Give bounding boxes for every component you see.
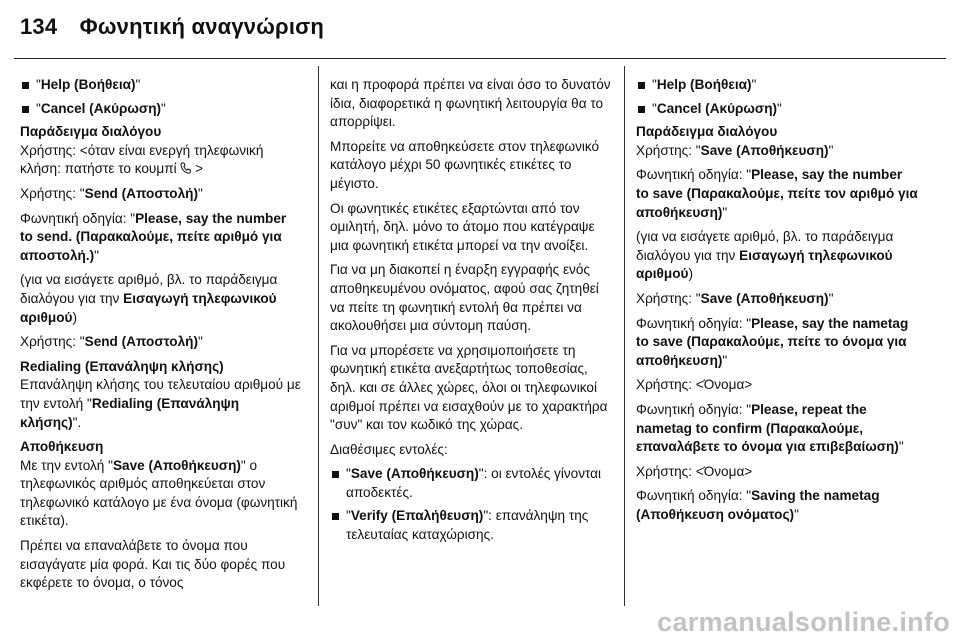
text: " — [828, 142, 834, 158]
paragraph — [20, 185, 302, 204]
reference: Εισαγωγή τηλεφωνικού αριθμού — [636, 247, 893, 282]
text: > — [195, 161, 204, 177]
command-cancel: Cancel (Ακύρωση) — [40, 100, 162, 116]
text: Φωνητική οδηγία: " — [20, 210, 136, 226]
text: (για να εισάγετε αριθμό, βλ. το παράδειγμα διαλόγου για την — [636, 229, 894, 263]
column-1 — [20, 76, 302, 599]
dialog-example-heading: Παράδειγμα διαλόγου — [20, 124, 162, 140]
phone-handset-icon — [180, 162, 191, 174]
text: " — [198, 185, 203, 201]
command: Send (Αποστολή) — [84, 185, 198, 201]
text: " ο τηλεφωνικός αριθμός αποθηκεύεται στον τηλεφωνικό κατάλογο με ένα όνομα (φωνητική ετικέτα). — [20, 457, 298, 529]
command-cancel: Cancel (Ακύρωση) — [656, 100, 778, 116]
paragraph — [636, 166, 918, 222]
page-title: Φωνητική αναγνώριση — [79, 14, 325, 39]
page-header — [20, 14, 324, 40]
section-heading-redialing: Redialing (Επανάληψη κλήσης) — [20, 358, 224, 374]
command-help: Help (Βοήθεια) — [656, 77, 752, 92]
text: " — [198, 334, 203, 350]
column-3 — [636, 76, 918, 530]
paragraph — [636, 487, 918, 524]
prompt: Please, say the nametag to save (Παρακαλούμε, πείτε το όνομα για αποθήκευση) — [636, 315, 909, 368]
prompt: Please, say the number to send. (Παρακαλούμε, πείτε αριθμό για αποστολή.) — [20, 210, 287, 263]
text: (για να εισάγετε αριθμό, βλ. το παράδειγμα διαλόγου για την — [20, 272, 278, 306]
paragraph — [636, 228, 918, 284]
paragraph: Για να μη διακοπεί η έναρξη εγγραφής ενός αποθηκευμένου ονόματος, αφού σας ζητηθεί να πείτε τη φωνητική εντολή θα πρέπει να ακολουθήσει μια σύντομη παύση. — [330, 262, 599, 334]
text: " — [898, 439, 904, 455]
column-divider-1 — [318, 66, 319, 606]
command-help: Help (Βοήθεια) — [40, 77, 136, 92]
page-number: 134 — [20, 14, 58, 39]
text: Φωνητική οδηγία: " — [636, 488, 752, 504]
command-save: Save (Αποθήκευση) — [350, 466, 479, 482]
column-2 — [330, 76, 612, 550]
reference: Εισαγωγή τηλεφωνικού αριθμού — [20, 290, 277, 325]
text: " — [828, 290, 834, 306]
text: ) — [688, 266, 693, 282]
command: Redialing (Επανάληψη κλήσης) — [20, 395, 240, 430]
list-item: "Cancel (Ακύρωση)" — [636, 100, 918, 119]
paragraph — [636, 401, 918, 457]
paragraph — [636, 290, 918, 309]
paragraph — [636, 142, 918, 161]
paragraph — [20, 457, 302, 531]
text: Χρήστης: " — [20, 185, 85, 201]
command-verify: Verify (Επαλήθευση) — [350, 508, 484, 524]
list-item: "Help (Βοήθεια)" — [636, 76, 918, 95]
watermark: carmanualsonline.info — [657, 607, 950, 637]
text: ": επανάληψη της τελευταίας καταχώρισης. — [346, 508, 589, 543]
text: Χρήστης: " — [636, 290, 701, 306]
text: ". — [72, 414, 82, 430]
prompt: Please, repeat the nametag to confirm (Παρακαλούμε, επαναλάβετε το όνομα για επιβεβαίωση) — [636, 401, 899, 455]
command: Send (Αποστολή) — [84, 334, 198, 350]
text: Χρήστης: " — [636, 142, 701, 158]
list-item: "Cancel (Ακύρωση)" — [20, 100, 302, 119]
paragraph — [636, 315, 918, 371]
text: " — [722, 204, 728, 220]
command: Save (Αποθήκευση) — [700, 142, 829, 158]
paragraph: Πρέπει να επαναλάβετε το όνομα που εισαγάγατε μία φορά. Και τις δύο φορές που εκφέρετε το όνομα, ο τόνος — [20, 538, 286, 591]
text: Με την εντολή " — [20, 457, 113, 473]
paragraph — [20, 271, 302, 327]
column-divider-2 — [624, 66, 625, 606]
paragraph: Μπορείτε να αποθηκεύσετε στον τηλεφωνικό κατάλογο μέχρι 50 φωνητικές ετικέτες το μέγιστο. — [330, 138, 600, 191]
text: Χρήστης: " — [20, 334, 85, 350]
text: " — [94, 247, 99, 263]
text: Φωνητική οδηγία: " — [636, 401, 752, 417]
prompt: Please, say the number to save (Παρακαλούμε, πείτε τον αριθμό για αποθήκευση) — [636, 167, 918, 220]
dialog-example-heading: Παράδειγμα διαλόγου — [636, 124, 778, 140]
text: " — [722, 352, 728, 368]
text: Επανάληψη κλήσης του τελευταίου αριθμού με την εντολή " — [20, 377, 301, 411]
paragraph: Χρήστης: <Όνομα> — [636, 377, 753, 393]
command: Save (Αποθήκευση) — [700, 290, 829, 306]
header-rule — [14, 58, 946, 59]
paragraph: Για να μπορέσετε να χρησιμοποιήσετε τη φωνητική ετικέτα ανεξαρτήτως τοποθεσίας, δηλ. και σε άλλες χώρες, όλοι οι τηλεφωνικοί αριθμοί πρέπει να εισαχθούν με το χαρακτήρα "συν" και τον κωδικό της χώρας. — [330, 342, 608, 433]
text: Φωνητική οδηγία: " — [636, 315, 752, 331]
text: ": οι εντολές γίνονται αποδεκτές. — [346, 466, 602, 500]
section-heading-save: Αποθήκευση — [20, 439, 104, 455]
paragraph: Χρήστης: <Όνομα> — [636, 463, 753, 479]
text: ) — [72, 309, 77, 325]
paragraph: Διαθέσιμες εντολές: — [330, 441, 448, 457]
paragraph — [20, 333, 302, 352]
paragraph: Οι φωνητικές ετικέτες εξαρτώνται από τον ομιλητή, δηλ. μόνο το άτομο που κατέγραψε μια φωνητική ετικέτα μπορεί να την ανοίξει. — [330, 200, 595, 253]
list-item: "Verify (Επαλήθευση)": επανάληψη της τελευταίας καταχώρισης. — [330, 507, 612, 544]
text: " — [794, 506, 799, 522]
text: Χρήστης: <όταν είναι ενεργή τηλεφωνική κλήση: πατήστε το κουμπί — [20, 142, 264, 177]
paragraph — [20, 142, 302, 179]
paragraph: και η προφορά πρέπει να είναι όσο το δυνατόν ίδια, διαφορετικά η φωνητική λειτουργία θα το απορρίψει. — [330, 77, 611, 130]
command: Save (Αποθήκευση) — [112, 457, 241, 473]
text: Φωνητική οδηγία: " — [636, 167, 752, 183]
paragraph — [20, 210, 302, 266]
list-item: "Save (Αποθήκευση)": οι εντολές γίνονται αποδεκτές. — [330, 465, 612, 502]
list-item: "Help (Βοήθεια)" — [20, 76, 302, 95]
prompt: Saving the nametag (Αποθήκευση ονόματος) — [636, 488, 880, 522]
paragraph — [20, 376, 302, 432]
